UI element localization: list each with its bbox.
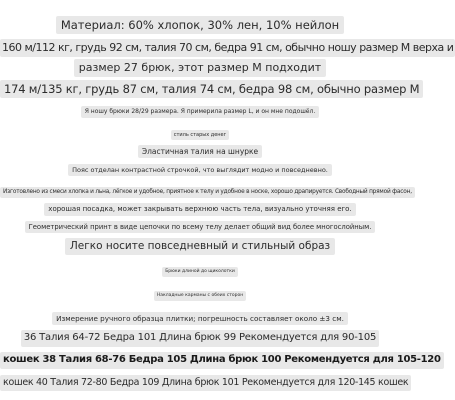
outfit-tagline-row bbox=[0, 234, 400, 255]
fabric-description-row-2 bbox=[0, 196, 400, 216]
size-row-38 bbox=[0, 347, 441, 369]
length-feature-row bbox=[0, 257, 400, 277]
size-line-38: кошек 38 Талия 68-76 Бедра 105 Длина брюк 100 Рекомендуется для 105-120 bbox=[0, 352, 444, 369]
model-1-measurements-line-1: 160 м/112 кг, грудь 92 см, талия 70 см, бедра 91 см, обычно ношу размер M верха и bbox=[0, 39, 455, 57]
material-line-row bbox=[0, 14, 400, 34]
material-line: Материал: 60% хлопок, 30% лен, 10% нейлон bbox=[56, 16, 344, 34]
model-2-fit-note: Я ношу брюки 28/29 размера. Я примерила размер L, и он мне подошёл. bbox=[81, 106, 320, 118]
style-tag-row bbox=[0, 121, 400, 140]
waist-feature-row bbox=[0, 139, 400, 158]
model-1-measurements-row-2 bbox=[0, 56, 400, 77]
model-2-measurements-line: 174 м/135 кг, грудь 87 см, талия 74 см, бедра 98 см, обычно размер M bbox=[0, 80, 423, 98]
size-line-36: 36 Талия 64-72 Бедра 101 Длина брюк 99 Рекомендуется для 90-105 bbox=[21, 330, 379, 347]
size-line-40: кошек 40 Талия 72-80 Бедра 109 Длина брюк 101 Рекомендуется для 120-145 кошек bbox=[0, 375, 411, 391]
model-1-measurements-row-1 bbox=[0, 36, 454, 57]
model-2-measurements-row bbox=[0, 78, 420, 98]
belt-feature-row bbox=[0, 157, 400, 176]
length-feature: Брюки длиной до щиколотки bbox=[162, 267, 238, 277]
waist-feature: Эластичная талия на шнурке bbox=[138, 145, 262, 158]
measurement-note-row bbox=[0, 306, 400, 325]
model-2-fit-note-row bbox=[0, 98, 400, 118]
model-1-measurements-line-2: размер 27 брюк, этот размер M подходит bbox=[74, 59, 326, 77]
pockets-feature-row bbox=[0, 281, 400, 301]
size-row-40 bbox=[0, 370, 409, 391]
size-row-36 bbox=[0, 325, 400, 347]
fabric-description-line-1: Изготовлено из смеси хлопка и льна, лёгкое и удобное, приятное к телу и удобное в носке, хорошо драпируется. Свободный прямой фасон, bbox=[0, 187, 415, 198]
belt-feature: Пояс отделан контрастной строчкой, что выглядит модно и повседневно. bbox=[68, 164, 332, 176]
pockets-feature: Накладные карманы с обеих сторон bbox=[154, 291, 246, 301]
print-description: Геометрический принт в виде цепочки по всему телу делает общий вид более многослойным. bbox=[25, 221, 376, 233]
outfit-tagline: Легко носите повседневный и стильный образ bbox=[65, 238, 335, 255]
measurement-note: Измерение ручного образца плитки; погрешность составляет около ±3 см. bbox=[52, 312, 348, 325]
style-tag: стиль старых денег bbox=[171, 130, 230, 140]
fabric-description-line-2: хорошая посадка, может закрывать верхнюю часть тела, визуально уточняя его. bbox=[44, 203, 355, 216]
print-description-row bbox=[0, 214, 400, 233]
